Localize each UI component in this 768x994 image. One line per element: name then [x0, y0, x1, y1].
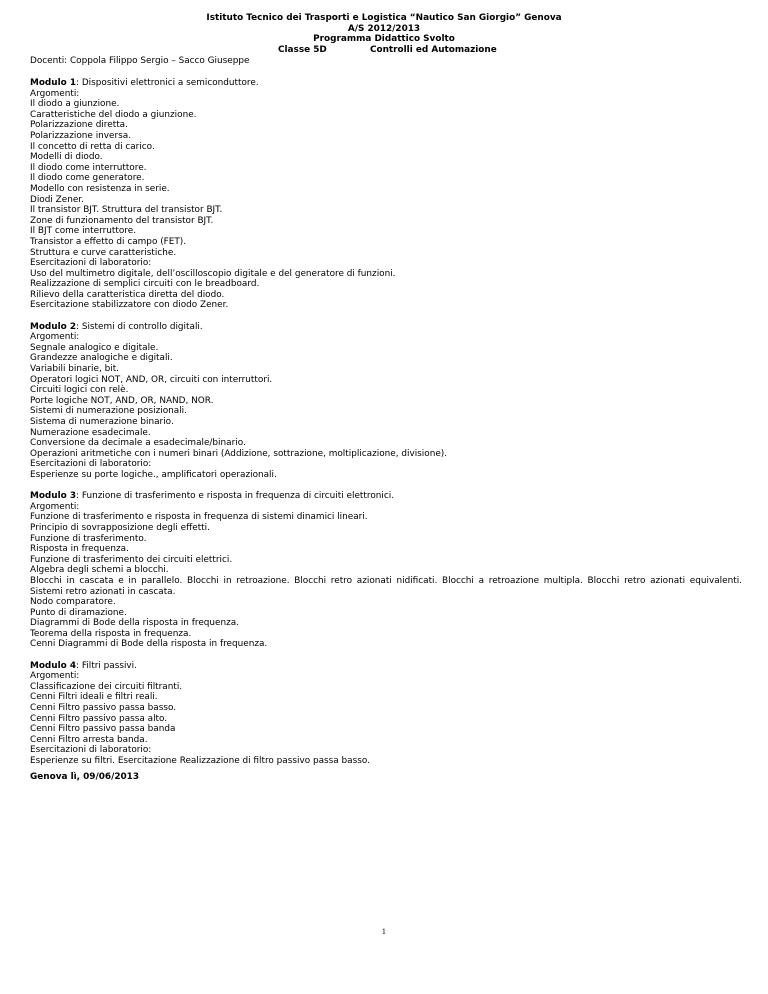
topic-line: Sistema di numerazione binario.	[30, 417, 174, 427]
module-title-text: : Sistemi di controllo digitali.	[76, 321, 203, 332]
topic-line: Segnale analogico e digitale.	[30, 342, 159, 353]
class-subject-row	[0, 45, 768, 56]
topic-line: Cenni Filtri ideali e filtri reali.	[30, 692, 158, 703]
topic-line: Sistemi retro azionati in cascata.	[30, 586, 176, 597]
topic-line: Esperienze su filtri. Esercitazione Realizzazione di filtro passivo passa basso.	[30, 756, 370, 766]
topic-line: Argomenti:	[30, 332, 80, 343]
school-year: A/S 2012/2013	[347, 23, 421, 34]
topic-line: Porte logiche NOT, AND, OR, NAND, NOR.	[30, 395, 214, 406]
topic-line: Risposta in frequenza.	[30, 544, 129, 555]
topic-line: Grandezze analogiche e digitali.	[30, 353, 173, 364]
module-title	[30, 322, 742, 333]
topic-line: Il diodo come interruttore.	[30, 162, 147, 173]
module-4	[30, 661, 742, 767]
subject-label: Controlli ed Automazione	[370, 44, 497, 55]
topic-line: Zone di funzionamento del transistor BJT.	[30, 215, 214, 226]
topic-line: Cenni Filtro passivo passa banda	[30, 724, 176, 735]
date-signature: Genova lì, 09/06/2013	[30, 772, 140, 782]
topic-line: Esercitazione stabilizzatore con diodo Zener.	[30, 300, 229, 311]
topic-line: Numerazione esadecimale.	[30, 427, 151, 438]
topic-line: Argomenti:	[30, 501, 80, 512]
module-label: Modulo 2	[30, 321, 77, 332]
topic-line: Algebra degli schemi a blocchi.	[30, 565, 169, 576]
module-2	[30, 322, 742, 481]
module-title	[30, 78, 742, 89]
topic-line: Il transistor BJT. Struttura del transistor BJT.	[30, 205, 223, 216]
module-title-text: : Filtri passivi.	[76, 660, 137, 671]
topic-line: Rilievo della caratteristica diretta del diodo.	[30, 289, 225, 300]
topic-line: Modello con resistenza in serie.	[30, 183, 170, 194]
topic-line: Il BJT come interruttore.	[30, 226, 137, 237]
topic-line: Esercitazioni di laboratorio:	[30, 745, 152, 756]
module-title	[30, 661, 742, 672]
topic-line: Realizzazione di semplici circuiti con le breadboard.	[30, 279, 260, 290]
topic-line: Funzione di trasferimento.	[30, 533, 147, 544]
topic-line: Principio di sovrapposizione degli effetti.	[30, 522, 210, 533]
module-1	[30, 78, 742, 311]
topic-line: Esperienze su porte logiche., amplificatori operazionali.	[30, 469, 277, 480]
topic-line: Nodo comparatore.	[30, 597, 116, 608]
topic-line: Diagrammi di Bode della risposta in frequenza.	[30, 618, 240, 629]
topic-line: Blocchi in cascata e in parallelo. Blocchi in retroazione. Blocchi retro azionati nidificati. Blocchi a retroazione multipla. Blocchi retro azionati equivalenti.	[30, 575, 742, 586]
topic-line: Caratteristiche del diodo a giunzione.	[30, 109, 197, 120]
topic-line: Sistemi di numerazione posizionali.	[30, 406, 187, 417]
modules-content	[30, 78, 742, 777]
program-title: Programma Didattico Svolto	[313, 34, 455, 45]
topic-line: Classificazione dei circuiti filtranti.	[30, 681, 183, 692]
school-name: Istituto Tecnico dei Trasporti e Logistica “Nautico San Giorgio” Genova	[206, 13, 562, 23]
topic-line: Argomenti:	[30, 88, 80, 99]
topic-line: Cenni Diagrammi di Bode della risposta in frequenza.	[30, 639, 268, 650]
topic-line: Esercitazioni di laboratorio:	[30, 459, 152, 470]
topic-line: Funzione di trasferimento dei circuiti elettrici.	[30, 554, 233, 565]
topic-line: Esercitazioni di laboratorio:	[30, 258, 152, 269]
topic-line: Il diodo a giunzione.	[30, 99, 120, 110]
topic-line: Punto di diramazione.	[30, 607, 127, 618]
topic-line: Struttura e curve caratteristiche.	[30, 247, 177, 258]
page-number: 1	[381, 928, 387, 936]
topic-line: Modelli di diodo.	[30, 152, 103, 163]
module-3	[30, 491, 742, 650]
topic-line: Polarizzazione inversa.	[30, 130, 132, 141]
topic-line: Teorema della risposta in frequenza.	[30, 628, 192, 639]
topic-line: Il concetto di retta di carico.	[30, 141, 155, 152]
topic-line: Funzione di trasferimento e risposta in frequenza di sistemi dinamici lineari.	[30, 512, 368, 523]
topic-line: Cenni Filtro arresta banda.	[30, 734, 148, 745]
topic-line: Polarizzazione diretta.	[30, 120, 128, 131]
teachers-line: Docenti: Coppola Filippo Sergio – Sacco Giuseppe	[30, 56, 250, 66]
module-label: Modulo 3	[30, 491, 77, 502]
topic-line: Cenni Filtro passivo passa alto.	[30, 713, 168, 724]
topic-line: Conversione da decimale a esadecimale/binario.	[30, 438, 246, 449]
topic-line: Operatori logici NOT, AND, OR, circuiti con interruttori.	[30, 374, 273, 385]
module-title-text: : Dispositivi elettronici a semiconduttore.	[76, 78, 259, 88]
topic-line: Il diodo come generatore.	[30, 173, 145, 184]
topic-line: Uso del multimetro digitale, dell’oscilloscopio digitale e del generatore di funzioni.	[30, 268, 396, 279]
document-header	[0, 13, 768, 55]
module-title	[30, 491, 742, 502]
topic-line: Circuiti logici con relè.	[30, 385, 129, 396]
topic-line: Cenni Filtro passivo passa basso.	[30, 703, 177, 714]
topic-line: Diodi Zener.	[30, 194, 84, 205]
topic-line: Transistor a effetto di campo (FET).	[30, 236, 187, 247]
topic-line: Operazioni aritmetiche con i numeri binari (Addizione, sottrazione, moltiplicazione, divisione).	[30, 448, 448, 459]
topic-line: Argomenti:	[30, 671, 80, 682]
module-title-text: : Funzione di trasferimento e risposta in frequenza di circuiti elettronici.	[76, 491, 395, 502]
class-label: Classe 5D	[278, 44, 327, 55]
topic-line: Variabili binarie, bit.	[30, 364, 120, 375]
module-label: Modulo 1	[30, 78, 77, 88]
module-label: Modulo 4	[30, 660, 77, 671]
